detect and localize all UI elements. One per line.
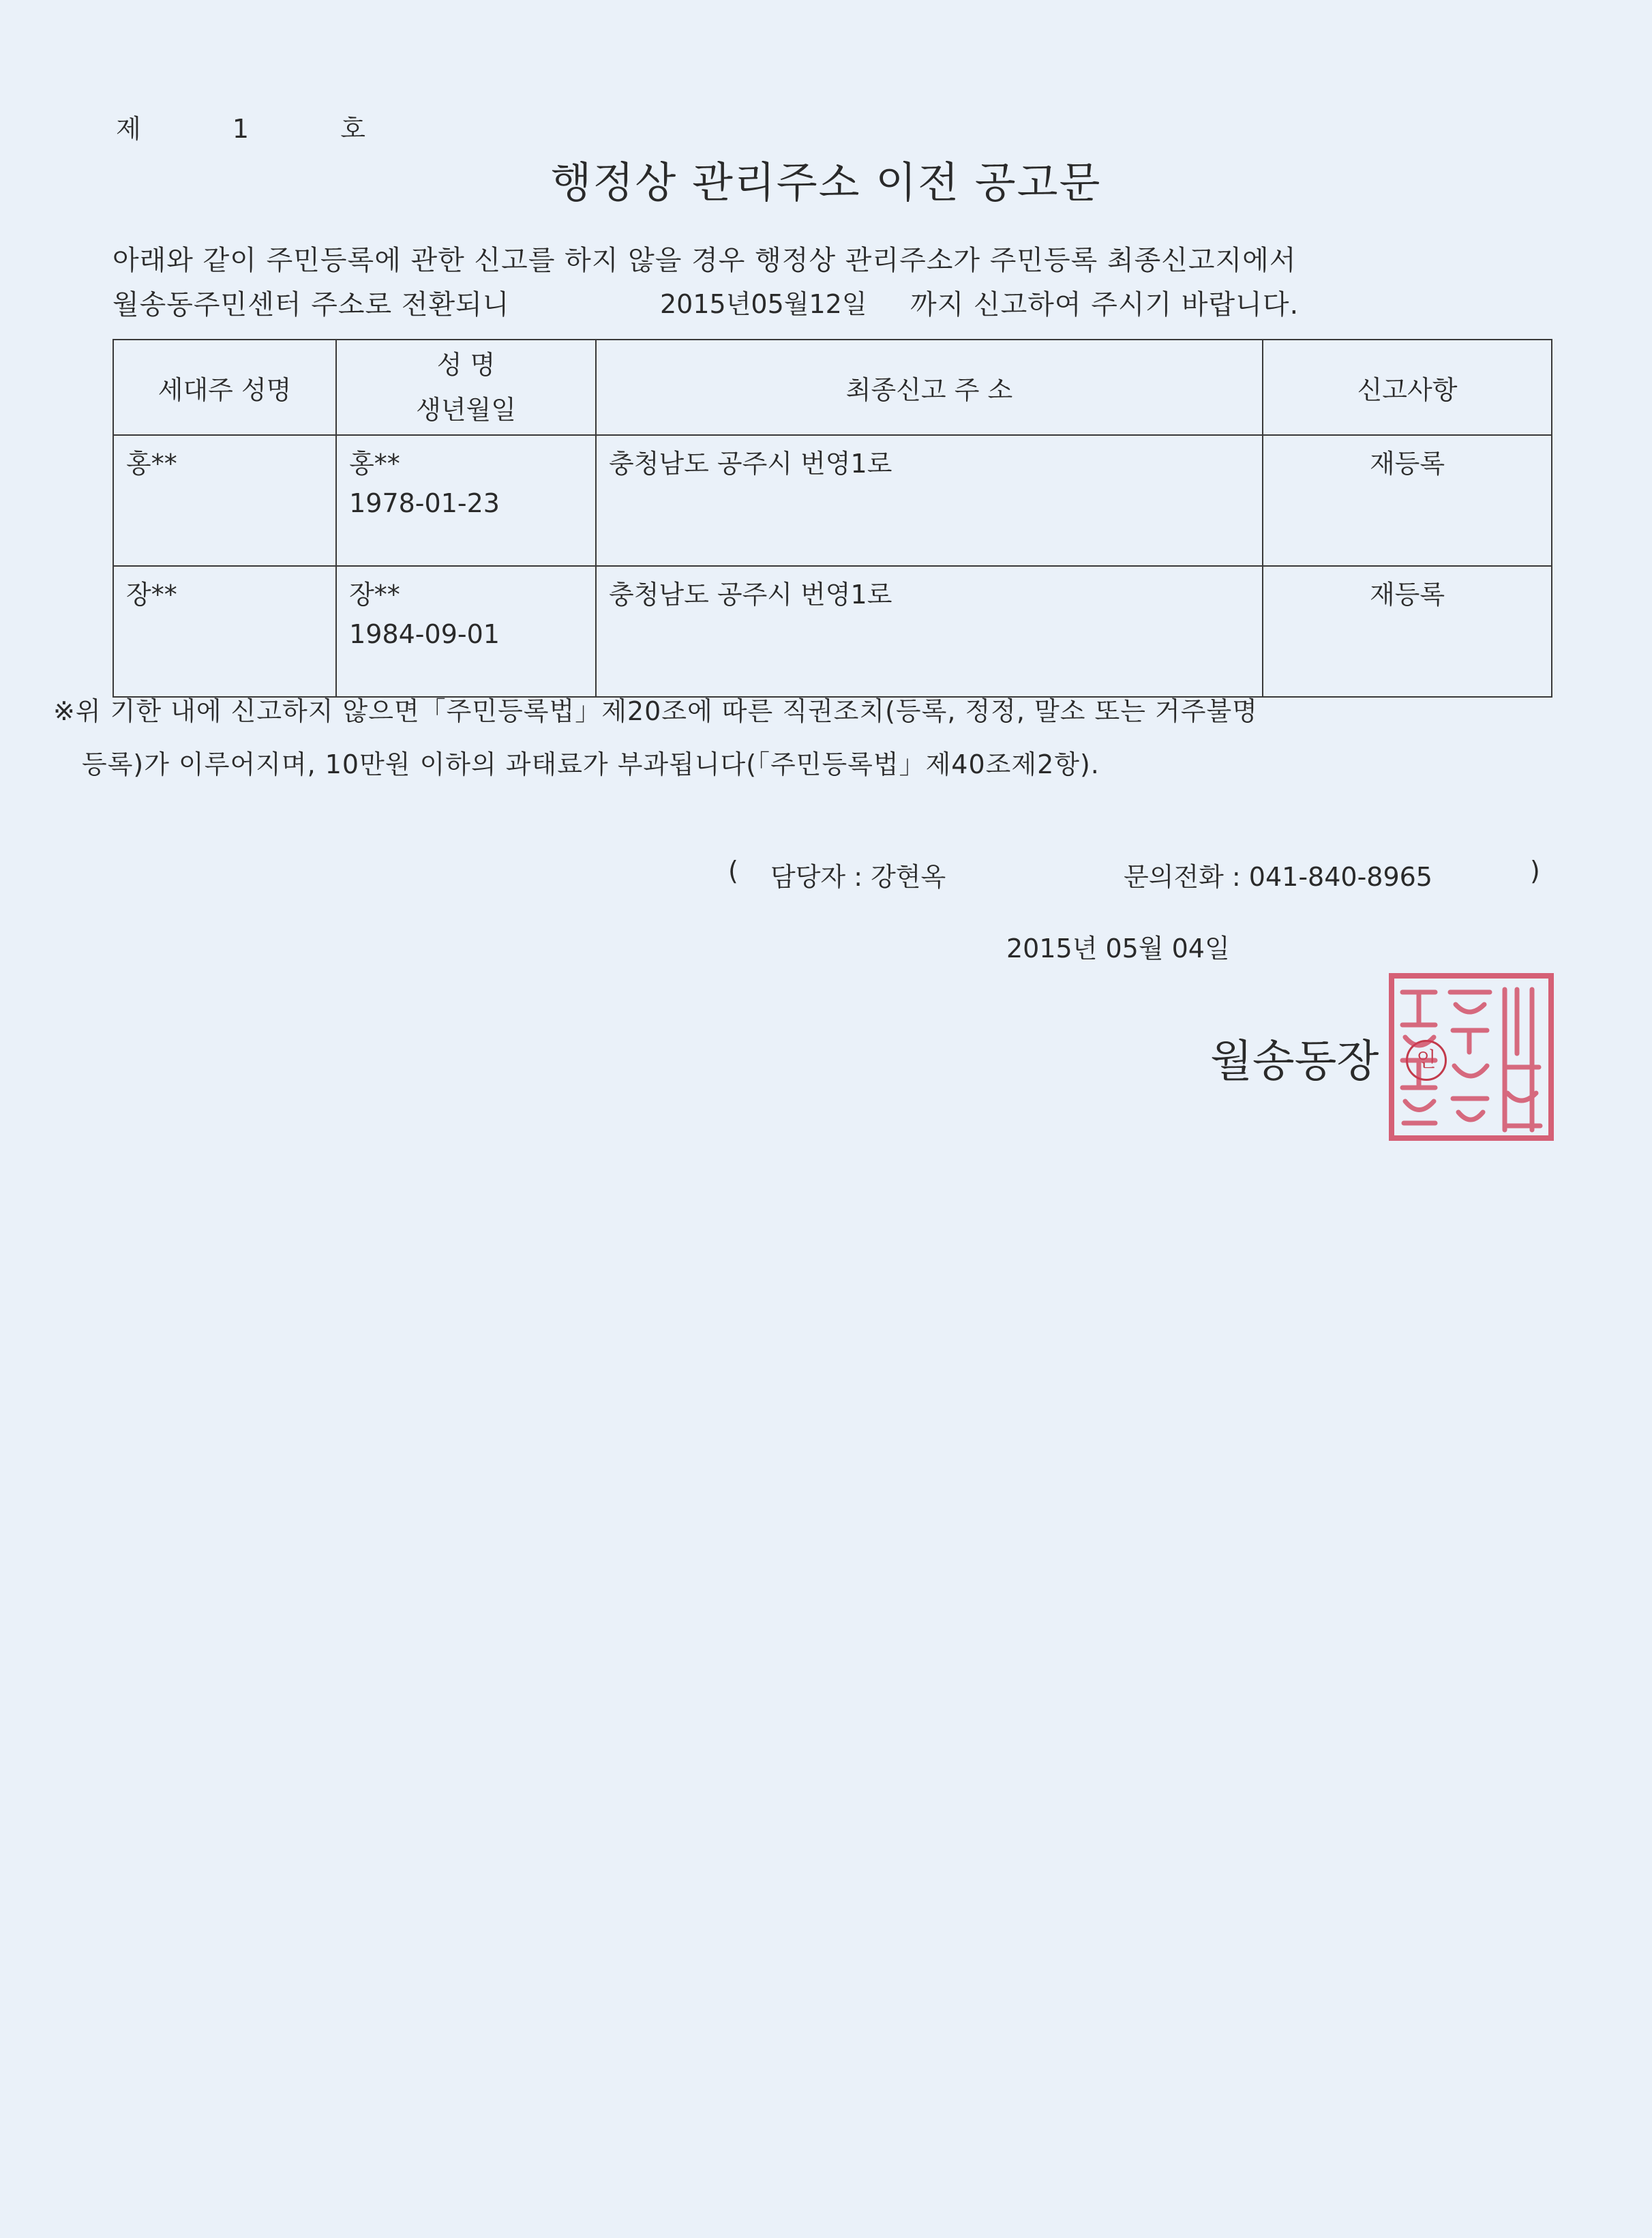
table-row [113,435,1552,566]
person-name: 장** [349,580,400,610]
doc-number-suffix: 호 [340,114,365,144]
header-name: 성 명 [436,350,496,380]
report-type: 재등록 [1369,449,1445,479]
household-head-name: 홍** [126,449,177,479]
last-address: 충청남도 공주시 번영1로 [608,449,892,479]
issue-date: 2015년 05월 04일 [1006,934,1230,964]
contact-open-paren: ( [728,856,738,886]
header-report: 신고사항 [1263,340,1552,435]
cell-name-birth [336,566,596,697]
signatory-title: 월송동장 [1210,1036,1379,1087]
table-header-row [113,340,1552,435]
contact-phone: 문의전화 : 041-840-8965 [1124,862,1432,892]
notice-line-2: 등록)가 이루어지며, 10만원 이하의 과태료가 부과됩니다(「주민등록법」제40조제2항). [82,749,1100,779]
table-row [113,566,1552,697]
cell-head [113,566,336,697]
official-seal-stamp [1387,972,1555,1142]
document-number [116,108,365,145]
intro-line-2-start: 월송동주민센터 주소로 전환되니 [112,289,510,320]
page-title: 행정상 관리주소 이전 공고문 [550,158,1102,207]
notice-line-1: ※위 기한 내에 신고하지 않으면「주민등록법」제20조에 따른 직권조치(등록, 정정, 말소 또는 거주불명 [53,696,1258,726]
header-birth: 생년월일 [416,395,516,425]
doc-number-value: 1 [232,114,250,144]
intro-line-2-end: 까지 신고하여 주시기 바랍니다. [910,289,1300,320]
seal-mark: 인 [1406,1040,1447,1081]
cell-report [1263,566,1552,697]
cell-head [113,435,336,566]
contact-close-paren: ) [1530,856,1540,886]
last-address: 충청남도 공주시 번영1로 [608,580,892,610]
person-birth: 1978-01-23 [349,488,500,518]
cell-address [596,435,1263,566]
household-head-name: 장** [126,580,177,610]
cell-name-birth [336,435,596,566]
header-name-birth [336,340,596,435]
report-type: 재등록 [1369,580,1445,610]
intro-line-1: 아래와 같이 주민등록에 관한 신고를 하지 않을 경우 행정상 관리주소가 주민등록 최종신고지에서 [112,245,1297,276]
person-birth: 1984-09-01 [349,619,500,649]
person-name: 홍** [349,449,400,479]
cell-report [1263,435,1552,566]
header-household-head: 세대주 성명 [113,340,336,435]
deadline-date: 2015년05월12일 [660,289,867,319]
cell-address [596,566,1263,697]
contact-person: 담당자 : 강현옥 [770,862,946,892]
doc-number-prefix: 제 [116,114,141,144]
header-address: 최종신고 주 소 [596,340,1263,435]
notice-table [112,339,1552,698]
